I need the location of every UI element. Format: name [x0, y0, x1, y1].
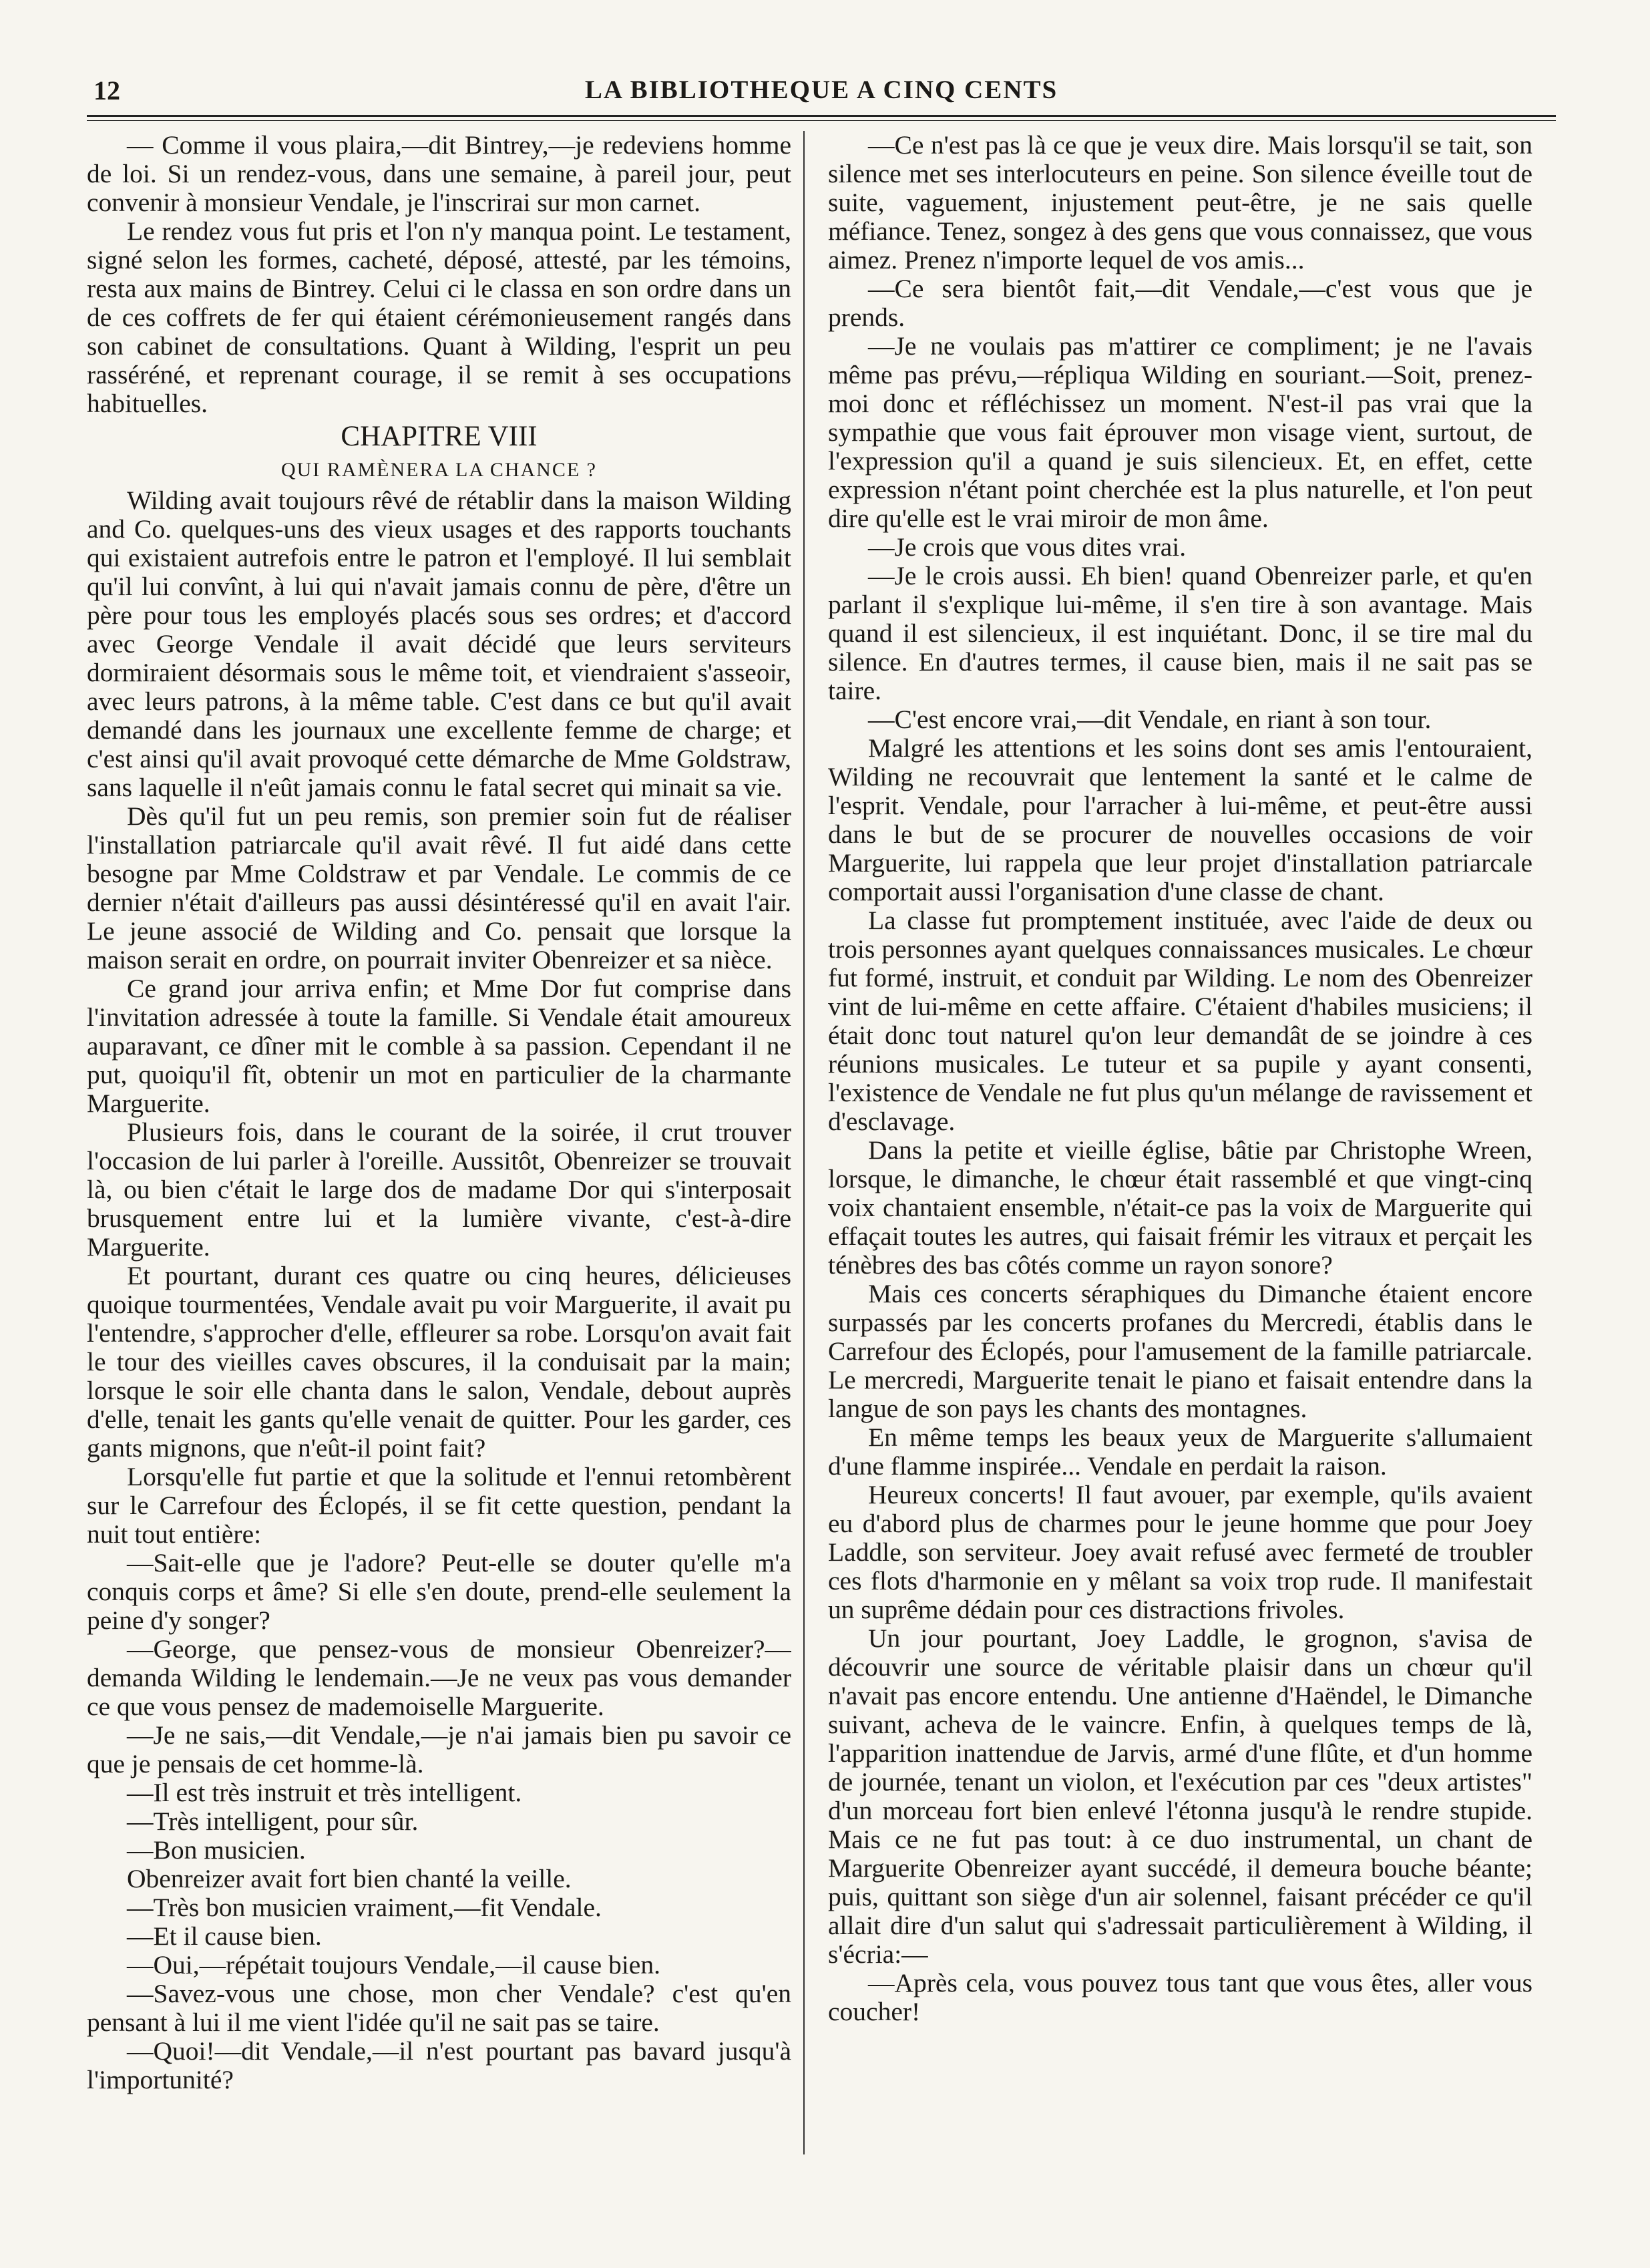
- paragraph: —Je le crois aussi. Eh bien! quand Obenreizer parle, et qu'en parlant il s'explique lui-même, il s'en tire à son avantage. Mais quand il est silencieux, il est inquiétant. Donc, il se tire mal du silence. En d'autres termes, il cause bien, mais il ne sait pas se taire.: [828, 561, 1532, 705]
- page-number: 12: [93, 75, 120, 106]
- paragraph: —Je crois que vous dites vrai.: [868, 532, 1187, 562]
- paragraph: Malgré les attentions et les soins dont ses amis l'entouraient, Wilding ne recouvrait que lentement la santé et le calme de l'esprit. Vendale, pour l'arracher à lui-même, et peut-être aussi dans le but de se procurer de nouvelles occasions de voir Marguerite, lui rappela que leur projet d'installation patriarcale comportait aussi l'organisation d'une classe de chant.: [828, 733, 1532, 906]
- paragraph: Ce grand jour arriva enfin; et Mme Dor fut comprise dans l'invitation adressée à toute la famille. Si Vendale était amoureux auparavant, ce dîner mit le comble à sa passion. Cependant il ne put, quoiqu'il fît, obtenir un mot en particulier de la charmante Marguerite.: [87, 974, 791, 1118]
- paragraph: Plusieurs fois, dans le courant de la soirée, il crut trouver l'occasion de lui parler à l'oreille. Aussitôt, Obenreizer se trouvait là, ou bien c'était le large dos de madame Dor qui s'interposait brusquement entre lui et la lumière vivante, c'est-à-dire Marguerite.: [87, 1117, 791, 1262]
- paragraph: —Après cela, vous pouvez tous tant que vous êtes, aller vous coucher!: [828, 1968, 1532, 2026]
- paragraph: Et pourtant, durant ces quatre ou cinq heures, délicieuses quoique tourmentées, Vendale avait pu voir Marguerite, il avait pu l'entendre, s'approcher d'elle, effleurer sa robe. Lorsqu'on avait fait le tour des vieilles caves obscures, il la conduisait par la main; lorsque le soir elle chanta dans le salon, Vendale, debout auprès d'elle, tenait les gants qu'elle venait de quitter. Pour les garder, ces gants mignons, que n'eût-il point fait?: [87, 1261, 791, 1463]
- running-title: LA BIBLIOTHEQUE A CINQ CENTS: [584, 75, 1058, 104]
- paragraph: —Il est très instruit et très intelligent.: [127, 1778, 522, 1807]
- paragraph: La classe fut promptement instituée, avec l'aide de deux ou trois personnes ayant quelques connaissances musicales. Le chœur fut formé, instruit, et conduit par Wilding. Le nom des Obenreizer vint de lui-même en cette affaire. C'étaient d'habiles musiciens; il était donc tout naturel qu'on leur demandât de se joindre à ces réunions musicales. Le tuteur et sa pupile y ayant consenti, l'existence de Vendale ne fut plus qu'un mélange de ravissement et d'esclavage.: [828, 906, 1532, 1136]
- left-column: [87, 131, 791, 2148]
- paragraph: Un jour pourtant, Joey Laddle, le grognon, s'avisa de découvrir une source de véritable plaisir dans un chœur qu'il n'avait pas encore entendu. Une antienne d'Haëndel, le Dimanche suivant, acheva de le vaincre. Enfin, à quelques temps de là, l'apparition inattendue de Jarvis, armé d'une flûte, et d'un homme de journée, tenant un violon, et l'exécution par ces "deux artistes" d'un morceau fort bien enlevé l'étonna jusqu'à le rendre stupide. Mais ce ne fut pas tout: à ce duo instrumental, un chant de Marguerite Obenreizer ayant succédé, il demeura bouche béante; puis, quittant son siège d'un air solennel, faisant précéder ce qu'il allait dire d'un salut qui s'adressait particulièrement à Wilding, il s'écria:—: [828, 1624, 1532, 1969]
- header-rule: [87, 115, 1556, 117]
- paragraph: Dans la petite et vieille église, bâtie par Christophe Wreen, lorsque, le dimanche, le chœur était rassemblé et que vingt-cinq voix chantaient ensemble, n'était-ce pas la voix de Marguerite qui effaçait toutes les autres, qui faisait frémir les vitraux et perçait les ténèbres des bas côtés comme un rayon sonore?: [828, 1135, 1532, 1280]
- paragraph: —Je ne sais,—dit Vendale,—je n'ai jamais bien pu savoir ce que je pensais de cet homme-là.: [87, 1720, 791, 1778]
- paragraph: Lorsqu'elle fut partie et que la solitude et l'ennui retombèrent sur le Carrefour des Éclopés, il se fit cette question, pendant la nuit tout entière:: [87, 1462, 791, 1549]
- paragraph: En même temps les beaux yeux de Marguerite s'allumaient d'une flamme inspirée... Vendale en perdait la raison.: [828, 1423, 1532, 1481]
- paragraph: —Bon musicien.: [127, 1835, 306, 1865]
- paragraph: —Très bon musicien vraiment,—fit Vendale.: [127, 1893, 602, 1922]
- paragraph: —Sait-elle que je l'adore? Peut-elle se douter qu'elle m'a conquis corps et âme? Si elle s'en doute, prend-elle seulement la peine d'y songer?: [87, 1548, 791, 1635]
- paragraph: —Ce sera bientôt fait,—dit Vendale,—c'est vous que je prends.: [828, 274, 1532, 332]
- paragraph: Mais ces concerts séraphiques du Dimanche étaient encore surpassés par les concerts profanes du Mercredi, établis dans le Carrefour des Éclopés, pour l'amusement de la famille patriarcale. Le mercredi, Marguerite tenait le piano et faisait entendre dans la langue de son pays les chants des montagnes.: [828, 1279, 1532, 1423]
- paragraph: Heureux concerts! Il faut avouer, par exemple, qu'ils avaient eu d'abord plus de charmes pour le jeune homme que pour Joey Laddle, son serviteur. Joey avait refusé avec fermeté de troubler ces flots d'harmonie en y mêlant sa voix trop rude. Il manifestait un suprême dédain pour ces distractions frivoles.: [828, 1480, 1532, 1624]
- chapter-title: CHAPITRE VIII: [341, 421, 538, 452]
- right-column: [828, 131, 1532, 2148]
- header-rule-thin: [87, 120, 1556, 121]
- paragraph: —George, que pensez-vous de monsieur Obenreizer?—demanda Wilding le lendemain.—Je ne veux pas vous demander ce que vous pensez de mademoiselle Marguerite.: [87, 1634, 791, 1721]
- paragraph: —Quoi!—dit Vendale,—il n'est pourtant pas bavard jusqu'à l'importunité?: [87, 2036, 791, 2094]
- paragraph: Dès qu'il fut un peu remis, son premier soin fut de réaliser l'installation patriarcale qu'il avait rêvé. Il fut aidé dans cette besogne par Mme Coldstraw et par Vendale. Le commis de ce dernier n'était d'ailleurs pas aussi désintéressé qu'il en avait l'air. Le jeune associé de Wilding and Co. pensait que lorsque la maison serait en ordre, on pourrait inviter Obenreizer et sa nièce.: [87, 801, 791, 974]
- page-header: [87, 75, 1556, 115]
- chapter-subtitle: QUI RAMÈNERA LA CHANCE ?: [281, 459, 597, 481]
- paragraph: Wilding avait toujours rêvé de rétablir dans la maison Wilding and Co. quelques-uns des vieux usages et des rapports touchants qui existaient autrefois entre le patron et l'employé. Il lui semblait qu'il lui convînt, à lui qui n'avait jamais connu de père, d'être un père pour tous les employés placés sous ses ordres; et d'accord avec George Vendale il avait décidé que leurs serviteurs dormiraient désormais sous le même toit, et viendraient s'asseoir, avec leurs patrons, à la même table. C'est dans ce but qu'il avait demandé dans les journaux une excellente femme de charge; et c'est ainsi qu'il avait provoqué cette démarche de Mme Goldstraw, sans laquelle il n'eût jamais connu le fatal secret qui minait sa vie.: [87, 486, 791, 802]
- paragraph: —C'est encore vrai,—dit Vendale, en riant à son tour.: [868, 705, 1432, 734]
- paragraph: —Très intelligent, pour sûr.: [127, 1807, 419, 1836]
- paragraph: —Savez-vous une chose, mon cher Vendale? c'est qu'en pensant à lui il me vient l'idée qu'il ne sait pas se taire.: [87, 1979, 791, 2037]
- paragraph: —Je ne voulais pas m'attirer ce compliment; je ne l'avais même pas prévu,—répliqua Wilding en souriant.—Soit, prenez-moi donc et réfléchissez un moment. N'est-il pas vrai que la sympathie que vous fait éprouver mon visage vient, surtout, de l'expression qu'il a quand je suis silencieux. Et, en effet, cette expression n'étant point cherchée est la plus naturelle, et l'on peut dire qu'elle est le vrai miroir de mon âme.: [828, 331, 1532, 533]
- paragraph: —Oui,—répétait toujours Vendale,—il cause bien.: [127, 1950, 660, 1979]
- paragraph: — Comme il vous plaira,—dit Bintrey,—je redeviens homme de loi. Si un rendez-vous, dans une semaine, à pareil jour, peut convenir à monsieur Vendale, je l'inscrirai sur mon carnet.: [87, 131, 791, 217]
- paragraph: —Ce n'est pas là ce que je veux dire. Mais lorsqu'il se tait, son silence met ses interlocuteurs en peine. Son silence éveille tout de suite, vaguement, injustement peut-être, je ne sais quelle méfiance. Tenez, songez à des gens que vous connaissez, que vous aimez. Prenez n'importe lequel de vos amis...: [828, 131, 1532, 274]
- paragraph: —Et il cause bien.: [127, 1921, 322, 1951]
- column-divider: [803, 131, 805, 2154]
- paragraph: Obenreizer avait fort bien chanté la veille.: [127, 1864, 572, 1893]
- paragraph: Le rendez vous fut pris et l'on n'y manqua point. Le testament, signé selon les formes, cacheté, déposé, attesté, par les témoins, resta aux mains de Bintrey. Celui ci le classa en son ordre dans un de ces coffrets de fer qui étaient cérémonieusement rangés dans son cabinet de consultations. Quant à Wilding, l'esprit un peu rasséréné, et reprenant courage, il se remit à ses occupations habituelles.: [87, 216, 791, 418]
